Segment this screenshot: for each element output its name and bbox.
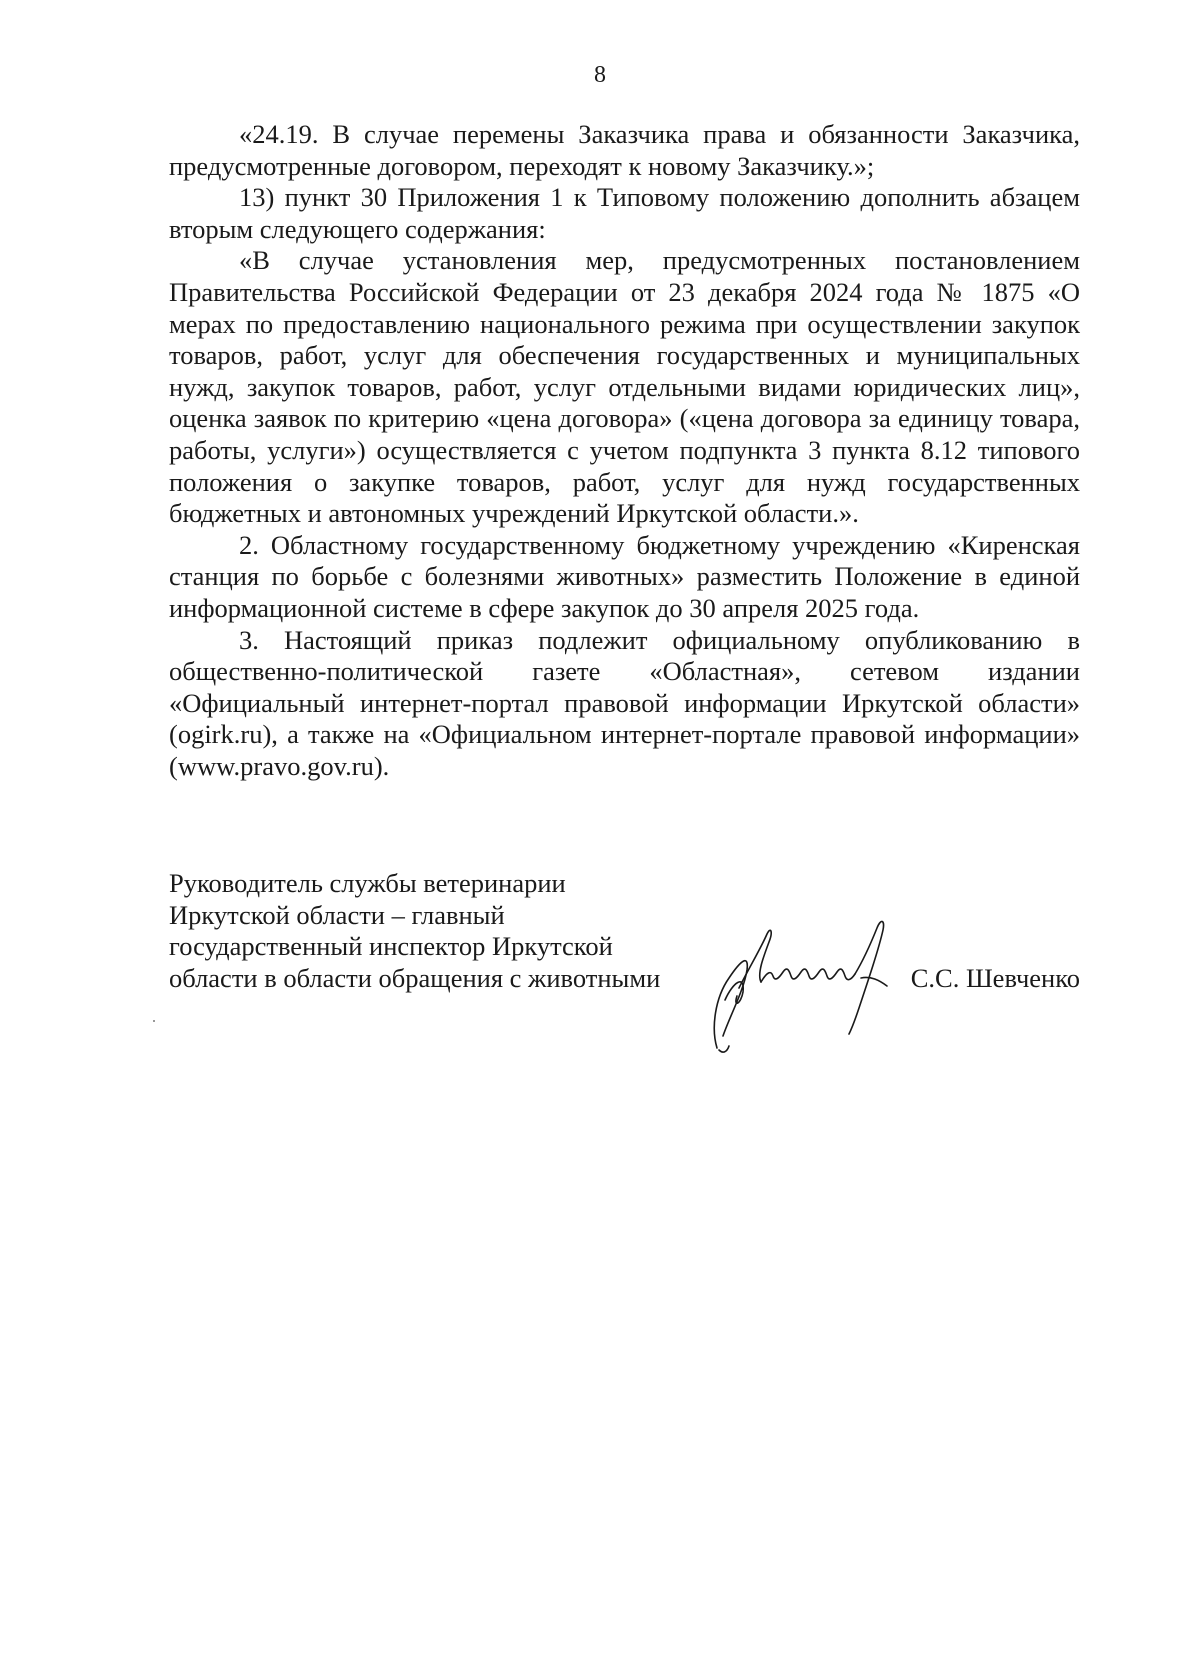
signatory-title-line: государственный инспектор Иркутской [169,931,613,962]
signatory-title-line: Иркутской области – главный [169,899,505,930]
signature-block [169,868,1080,994]
handwritten-signature [689,908,919,1058]
paragraph-quoted-amendment: «В случае установления мер, предусмотренных постановлением Правительства Российской Федерации от 23 декабря 2024 года № 1875 «О мерах по предоставлению национального режима при осуществлении закупок товаров, работ, услуг для обеспечения государственных и муниципальных нужд, закупок товаров, работ, услуг отдельными видами юридических лиц», оценка заявок по критерию «цена договора» («цена договора за единицу товара, работы, услуги») осуществляется с учетом подпункта 3 пункта 8.12 типового положения о закупке товаров, работ, услуг для нужд государственных бюджетных и автономных учреждений Иркутской области.». [169,245,1080,529]
paragraph-item-13: 13) пункт 30 Приложения 1 к Типовому положению дополнить абзацем вторым следующего содержания: [169,182,1080,244]
scan-speck [153,1020,155,1022]
signatory-title-line: области в области обращения с животными [169,962,661,993]
signatory-name: С.С. Шевченко [910,962,1080,993]
paragraph-item-2: 2. Областному государственному бюджетному учреждению «Киренская станция по борьбе с болезнями животных» разместить Положение в единой информационной системе в сфере закупок до 30 апреля 2025 года. [169,529,1080,623]
signatory-title-line: Руководитель службы ветеринарии [169,868,566,898]
page-number: 8 [594,62,606,88]
document-body [169,119,1080,782]
paragraph-clause-24-19: «24.19. В случае перемены Заказчика права и обязанности Заказчика, предусмотренные договором, переходят к новому Заказчику.»; [169,119,1080,181]
paragraph-item-3: 3. Настоящий приказ подлежит официальному опубликованию в общественно-политической газете «Областная», сетевом издании «Официальный интернет-портал правовой информации Иркутской области» (ogirk.ru), а также на «Официальном интернет-портале правовой информации» (www.pravo.gov.ru). [169,624,1080,781]
